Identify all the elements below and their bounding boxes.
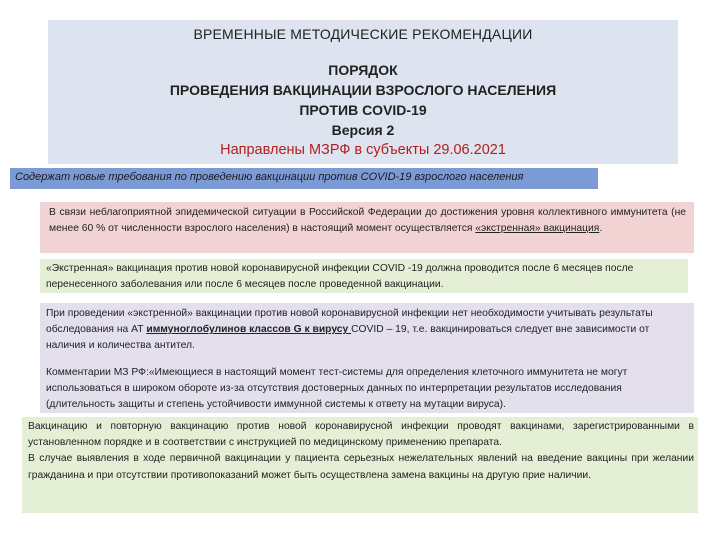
title-line-2: ПОРЯДОК — [328, 62, 398, 78]
revaccination-box — [22, 417, 698, 513]
title-line-4: ПРОТИВ COVID-19 — [299, 102, 427, 118]
title-line-3: ПРОВЕДЕНИЯ ВАКЦИНАЦИИ ВЗРОСЛОГО НАСЕЛЕНИЯ — [169, 82, 557, 98]
vaccine-replacement-paragraph: В случае выявления в ходе первичной вакцинации у пациента серьезных нежелательных явлений на введение вакцины при желании гражданина и при отсутствии противопоказаний может быть осуществлена замена вакцины на другую прие наличии. — [28, 453, 694, 481]
antibody-info-box — [40, 303, 694, 413]
emergency-vaccination-link: «экстренная» вакцинация — [475, 223, 600, 235]
antibody-text-b: COVID – 19, т.е. вакцинироваться следует вне зависимости от наличия и количества антител. — [46, 324, 650, 352]
title-box — [48, 20, 678, 164]
antibody-paragraph — [46, 306, 688, 355]
emergency-context-box — [40, 202, 694, 253]
emergency-context-end: . — [599, 223, 603, 235]
immunoglobulin-link: иммуноглобулинов классов G к вирусу — [146, 324, 352, 336]
title-sent-date: Направлены МЗРФ в субъекты 29.06.2021 — [220, 142, 506, 158]
emergency-context-text: В связи неблагоприятной эпидемической ситуации в Российской Федерации до достижения уровня коллективного иммунитета (не менее 60 % от численности взрослого населения) в настоящий момент осуществляется — [49, 207, 686, 235]
antibody-text-a: При проведении «экстренной» вакцинации против новой коронавирусной инфекции нет необходимости учитывать результаты обследования на АТ — [46, 308, 653, 336]
title-line-1: ВРЕМЕННЫЕ МЕТОДИЧЕСКИЕ РЕКОМЕНДАЦИИ — [193, 26, 533, 42]
new-requirements-banner: Содержат новые требования по проведению вакцинации против COVID-19 взрослого населения — [10, 168, 598, 189]
emergency-timing-box — [40, 259, 688, 293]
title-version: Версия 2 — [331, 122, 395, 138]
revaccination-paragraph: Вакцинацию и повторную вакцинацию против новой коронавирусной инфекции проводят вакцинами, зарегистрированными в установленном порядке и в соответствии с инструкцией по медицинскому применению препарата. — [28, 421, 694, 449]
emergency-timing-text: «Экстренная» вакцинация против новой коронавирусной инфекции COVID -19 должна проводится после 6 месяцев после перенесенного заболевания или после 6 месяцев после проведенной вакцинации. — [46, 263, 634, 291]
ministry-comment-paragraph: Комментарии МЗ РФ:«Имеющиеся в настоящий момент тест-системы для определения клеточного иммунитета не могут использоваться в широком обороте из-за отсутствия достоверных данных по интерпретации результатов исследования (длительность защиты и степень устойчивости иммунной системы к ответу на мутации вируса). — [46, 366, 628, 411]
